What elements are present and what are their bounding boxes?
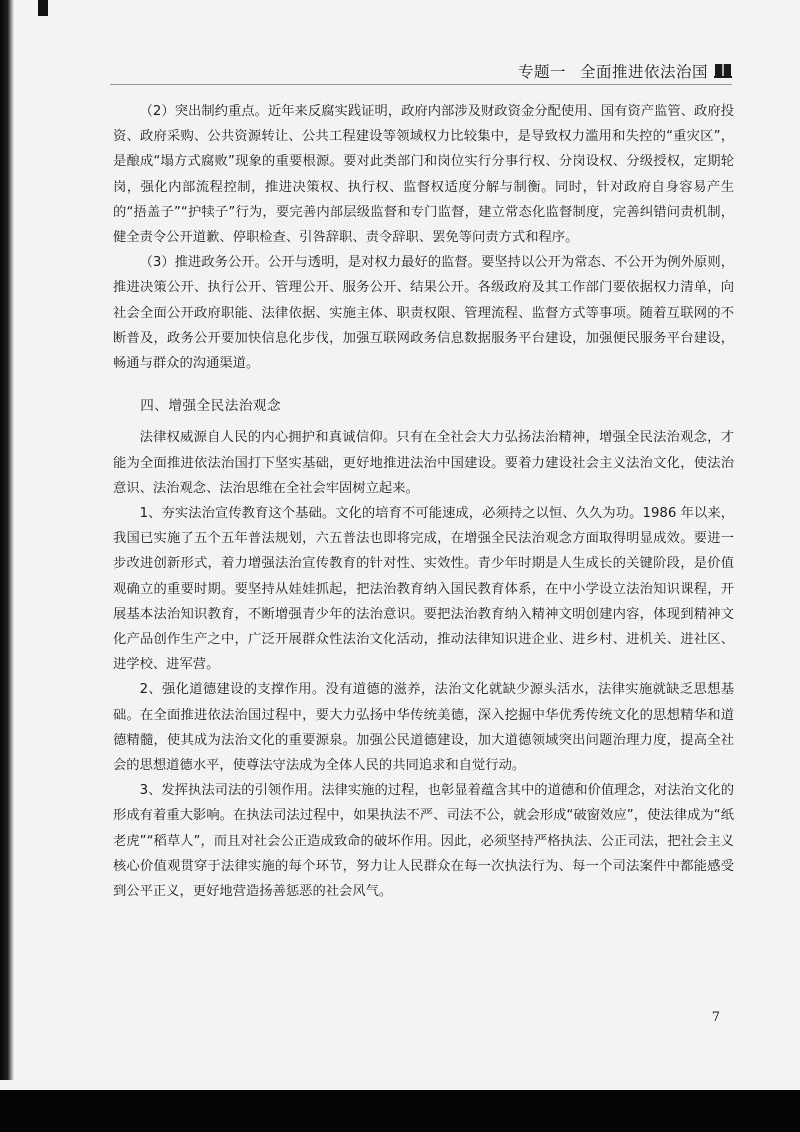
paragraph: 2、强化道德建设的支撑作用。没有道德的滋养，法治文化就缺少源头活水，法律实施就缺乏思想基础。在全面推进依法治国过程中，要大力弘扬中华传统美德，深入挖掘中华优秀传统文化的思想精华和道德精髓，使其成为法治文化的重要源泉。加强公民道德建设，加大道德领域突出问题治理力度，提高全社会的思想道德水平，使尊法守法成为全体人民的共同追求和自觉行动。	[113, 682, 734, 774]
paragraph: 1、夯实法治宣传教育这个基础。文化的培育不可能速成，必须持之以恒、久久为功。1986 年以来，我国已实施了五个五年普法规划，六五普法也即将完成，在增强全民法治观念方面取得明显成效。要进一步改进创新形式，着力增强法治宣传教育的针对性、实效性。青少年时期是人生成长的关键阶段，是价值观确立的重要时期。要坚持从娃娃抓起，把法治教育纳入国民教育体系，在中小学设立法治知识课程，开展基本法治知识教育，不断增强青少年的法治意识。要把法治教育纳入精神文明创建内容，体现到精神文化产品创作生产之中，广泛开展群众性法治文化活动，推动法律知识进企业、进乡村、进机关、进社区、进学校、进军营。	[113, 506, 734, 673]
scan-edge-bottom	[0, 1090, 800, 1132]
page-number: 7	[711, 1010, 720, 1025]
scan-edge-mark	[38, 0, 48, 16]
header-title: 全面推进依法治国	[579, 63, 708, 81]
paragraph: （2）突出制约重点。近年来反腐实践证明，政府内部涉及财政资金分配使用、国有资产监管、政府投资、政府采购、公共资源转让、公共工程建设等领域权力比较集中，是导致权力滥用和失控的“重灾区”，是酿成“塌方式腐败”现象的重要根源。要对此类部门和岗位实行分事行权、分岗设权、分级授权，定期轮岗，强化内部流程控制，推进决策权、执行权、监督权适度分解与制衡。同时，针对政府自身容易产生的“捂盖子”“护犊子”行为，要完善内部层级监督和专门监督，建立常态化监督制度，完善纠错问责机制，健全责令公开道歉、停职检查、引咎辞职、责令辞职、罢免等问责方式和程序。	[113, 104, 734, 246]
header-topic: 专题一	[517, 63, 566, 81]
scan-edge-left	[0, 0, 14, 1080]
page-body	[113, 99, 734, 904]
paragraph: 法律权威源自人民的内心拥护和真诚信仰。只有在全社会大力弘扬法治精神，增强全民法治观念，才能为全面推进依法治国打下坚实基础，更好地推进法治中国建设。要着力建设社会主义法治文化，使法治意识、法治观念、法治思维在全社会牢固树立起来。	[113, 430, 734, 496]
paragraph: 3、发挥执法司法的引领作用。法律实施的过程，也彰显着蕴含其中的道德和价值理念，对法治文化的形成有着重大影响。在执法司法过程中，如果执法不严、司法不公，就会形成“破窗效应”，使法律成为“纸老虎”“稻草人”，而且对社会公正造成致命的破坏作用。因此，必须坚持严格执法、公正司法，把社会主义核心价值观贯穿于法律实施的每个环节，努力让人民群众在每一次执法行为、每一个司法案件中都能感受到公平正义，更好地营造扬善惩恶的社会风气。	[113, 783, 734, 900]
paragraph: （3）推进政务公开。公开与透明，是对权力最好的监督。要坚持以公开为常态、不公开为例外原则，推进决策公开、执行公开、管理公开、服务公开、结果公开。各级政府及其工作部门要依据权力清单，向社会全面公开政府职能、法律依据、实施主体、职责权限、管理流程、监督方式等事项。随着互联网的不断普及，政务公开要加快信息化步伐，加强互联网政务信息数据服务平台建设，加强便民服务平台建设，畅通与群众的沟通渠道。	[113, 255, 734, 372]
running-header	[518, 60, 732, 82]
header-rule	[110, 84, 732, 85]
section-heading: 四、增强全民法治观念	[140, 398, 282, 415]
book-icon	[714, 63, 732, 79]
